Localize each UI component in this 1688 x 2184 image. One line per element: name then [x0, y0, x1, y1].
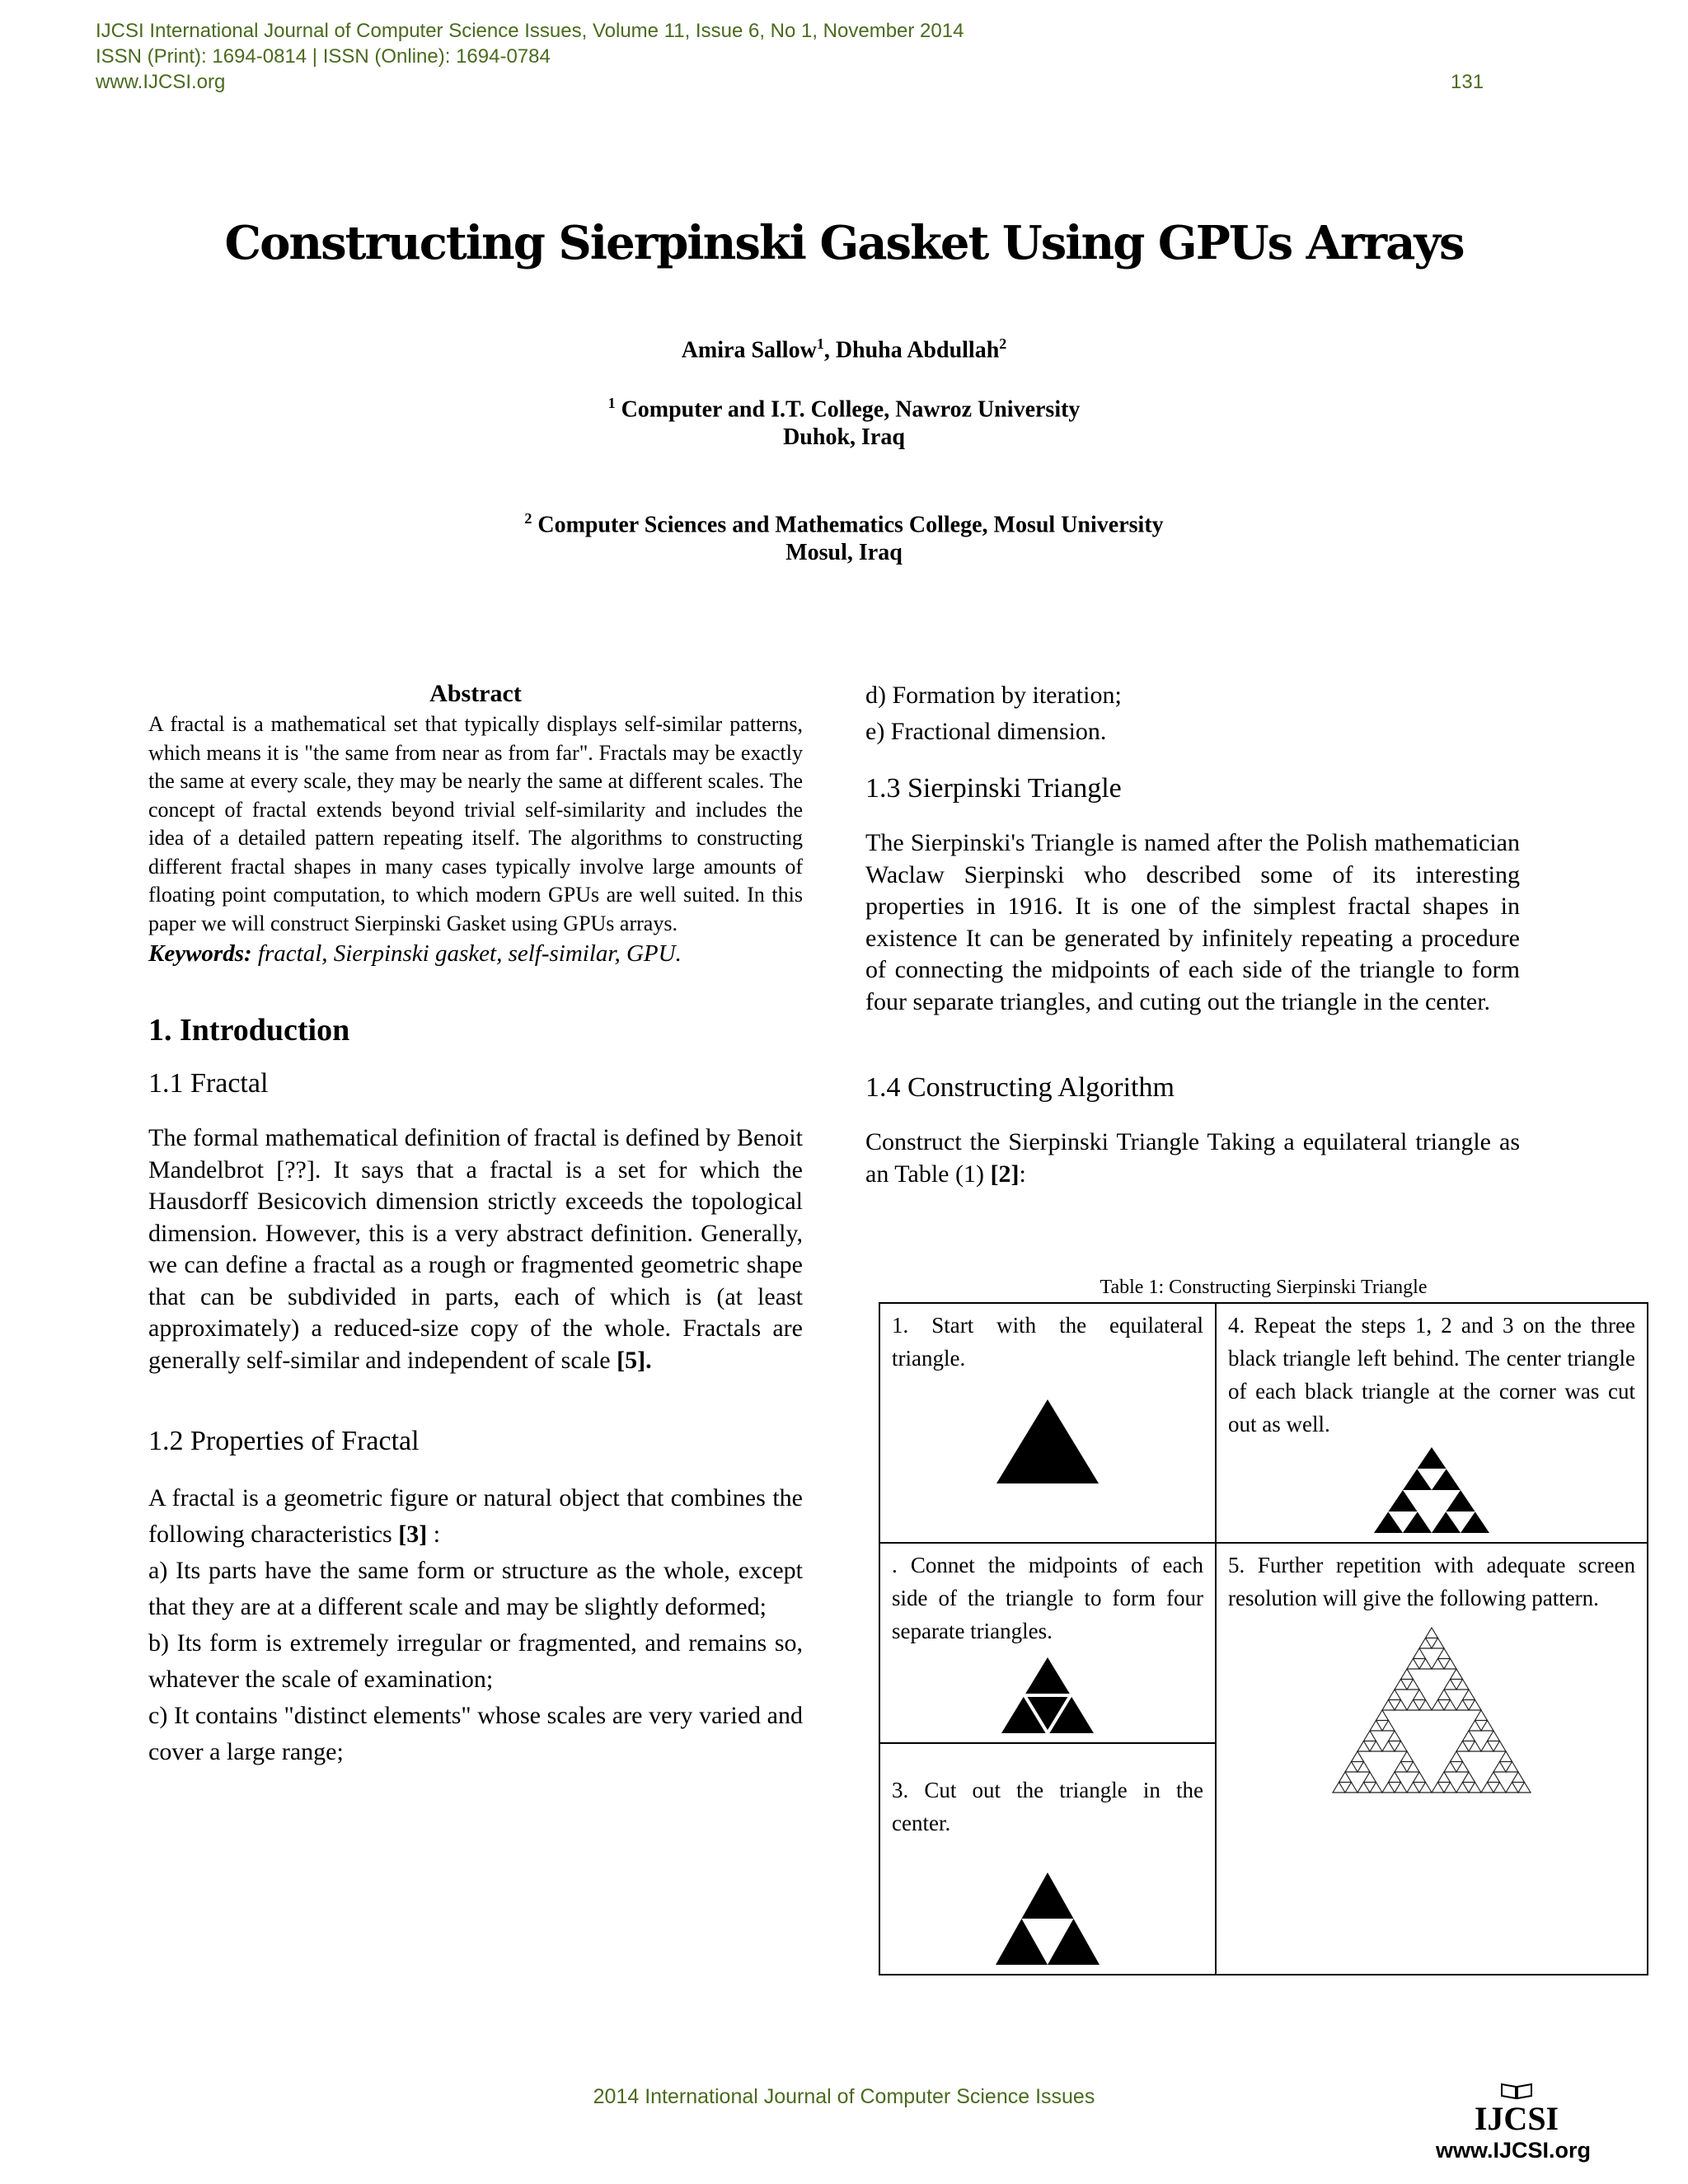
algorithm-text: Construct the Sierpinski Triangle Taking a equilateral triangle as an Table (1) [865, 1128, 1520, 1188]
intro-heading: 1. Introduction [148, 1013, 350, 1047]
journal-url[interactable]: www.IJCSI.org [96, 71, 226, 93]
table-cell-step1 [879, 1303, 1216, 1543]
affiliation-1 [0, 389, 1688, 452]
fractal-paragraph [148, 1122, 803, 1376]
property-d: d) Formation by iteration; [865, 682, 1122, 709]
footer-text: 2014 International Journal of Computer Science Issues [593, 2085, 1095, 2108]
step5-text: 5. Further repetition with adequate screen resolution will give the following pattern. [1228, 1553, 1635, 1610]
table-caption: Table 1: Constructing Sierpinski Triangle [1100, 1277, 1428, 1298]
step2-text: . Connet the midpoints of each side of the triangle to form four separate triangles. [892, 1553, 1203, 1643]
right-column [865, 677, 1520, 1190]
triangle-step4-icon [1374, 1447, 1489, 1533]
algorithm-end: : [1019, 1160, 1026, 1188]
step4-text: 4. Repeat the steps 1, 2 and 3 on the three black triangle left behind. The center triangle of each black triangle at the corner was cut out as well. [1228, 1313, 1635, 1436]
property-c: c) It contains "distinct elements" whose scales are very varied and cover a large range; [148, 1702, 803, 1765]
keywords [148, 938, 803, 969]
properties-end: : [427, 1521, 441, 1548]
table-cell-step5 [1216, 1543, 1648, 1975]
algorithm-paragraph [865, 1127, 1520, 1190]
sierpinski-subheading: 1.3 Sierpinski Triangle [865, 773, 1122, 804]
step3-text: 3. Cut out the triangle in the center. [892, 1778, 1203, 1835]
author-1-sup: 1 [816, 335, 824, 352]
authors [0, 330, 1688, 364]
sierpinski-pattern-icon [1331, 1626, 1532, 1794]
algorithm-ref: [2] [990, 1160, 1020, 1188]
property-e: e) Fractional dimension. [865, 718, 1107, 745]
abstract-heading: Abstract [429, 680, 522, 707]
properties-text: A fractal is a geometric figure or natural object that combines the following characteristics [148, 1484, 803, 1548]
book-icon [1500, 2082, 1533, 2100]
properties-paragraph [148, 1480, 803, 1553]
step1-text: 1. Start with the equilateral triangle. [892, 1313, 1203, 1371]
sierpinski-paragraph: The Sierpinski's Triangle is named after the Polish mathematician Waclaw Sierpinski who described some of its interesting properties in 1916. It is one of the simplest fractal shapes in existence It can be generated by infinitely repeating a procedure of connecting the midpoints of each side of the triangle to form four separate triangles, and cuting out the triangle in the center. [865, 829, 1520, 1015]
fractal-text: The formal mathematical definition of fractal is defined by Benoit Mandelbrot [??]. It says that a fractal is a set for which the Hausdorff Besicovich dimension strictly exceeds the topological dimension. However, this is a very abstract definition. Generally, we can define a fractal as a rough or fragmented geometric shape that can be subdivided in parts, each of which is (at least approximately) a reduced-size copy of the whole. Fractals are generally self-similar and independent of scale [148, 1124, 803, 1374]
triangle-step2-icon [1001, 1657, 1094, 1733]
table-cell-step3 [879, 1743, 1216, 1975]
table-cell-step4 [1216, 1303, 1648, 1543]
logo-text: IJCSI [1474, 2100, 1559, 2137]
affiliation-1-line2: Duhok, Iraq [783, 424, 905, 451]
properties-ref: [3] [398, 1521, 428, 1548]
fractal-subheading: 1.1 Fractal [148, 1068, 269, 1099]
affiliation-2 [0, 504, 1688, 567]
issn-line: ISSN (Print): 1694-0814 | ISSN (Online): 1694-0784 [96, 45, 551, 68]
page-number: 131 [1451, 71, 1484, 93]
footer-url[interactable]: www.IJCSI.org [1436, 2138, 1592, 2163]
author-1: Amira Sallow [681, 337, 817, 363]
keywords-text: fractal, Sierpinski gasket, self-similar, GPU. [251, 940, 682, 967]
keywords-label: Keywords: [148, 940, 252, 967]
journal-header [96, 18, 964, 95]
journal-line: IJCSI International Journal of Computer Science Issues, Volume 11, Issue 6, No 1, November 2014 [96, 20, 964, 42]
affiliation-1-line1: Computer and I.T. College, Nawroz University [621, 396, 1081, 423]
author-2-sup: 2 [999, 335, 1007, 352]
affiliation-2-line1: Computer Sciences and Mathematics College, Mosul University [537, 512, 1164, 538]
property-b: b) Its form is extremely irregular or fragmented, and remains so, whatever the scale of examination; [148, 1629, 803, 1693]
affiliation-2-line2: Mosul, Iraq [785, 540, 903, 566]
paper-title: Constructing Sierpinski Gasket Using GPUs Arrays [224, 216, 1464, 270]
affiliation-2-sup: 2 [524, 510, 532, 527]
ijcsi-logo [1434, 2082, 1599, 2137]
fractal-ref: [5]. [617, 1346, 652, 1374]
properties-subheading: 1.2 Properties of Fractal [148, 1426, 420, 1456]
left-column [148, 677, 803, 1770]
table-cell-step2 [879, 1543, 1216, 1743]
steps-table [879, 1302, 1648, 1975]
author-2: Dhuha Abdullah [835, 337, 1000, 363]
triangle-step1-icon [996, 1399, 1099, 1483]
triangle-step3-icon [996, 1872, 1100, 1965]
abstract-text: A fractal is a mathematical set that typically displays self-similar patterns, which means it is "the same from near as from far". Fractals may be exactly the same at every scale, they may be nearly the same at different scales. The concept of fractal extends beyond trivial self-similarity and includes the idea of a detailed pattern repeating itself. The algorithms to constructing different fractal shapes in many cases typically involve large amounts of floating point computation, to which modern GPUs are well suited. In this paper we will construct Sierpinski Gasket using GPUs arrays. [148, 712, 803, 935]
affiliation-1-sup: 1 [607, 395, 616, 411]
property-a: a) Its parts have the same form or structure as the whole, except that they are at a different scale and may be slightly deformed; [148, 1557, 803, 1620]
author-separator: , [823, 337, 836, 363]
algorithm-subheading: 1.4 Constructing Algorithm [865, 1072, 1175, 1103]
